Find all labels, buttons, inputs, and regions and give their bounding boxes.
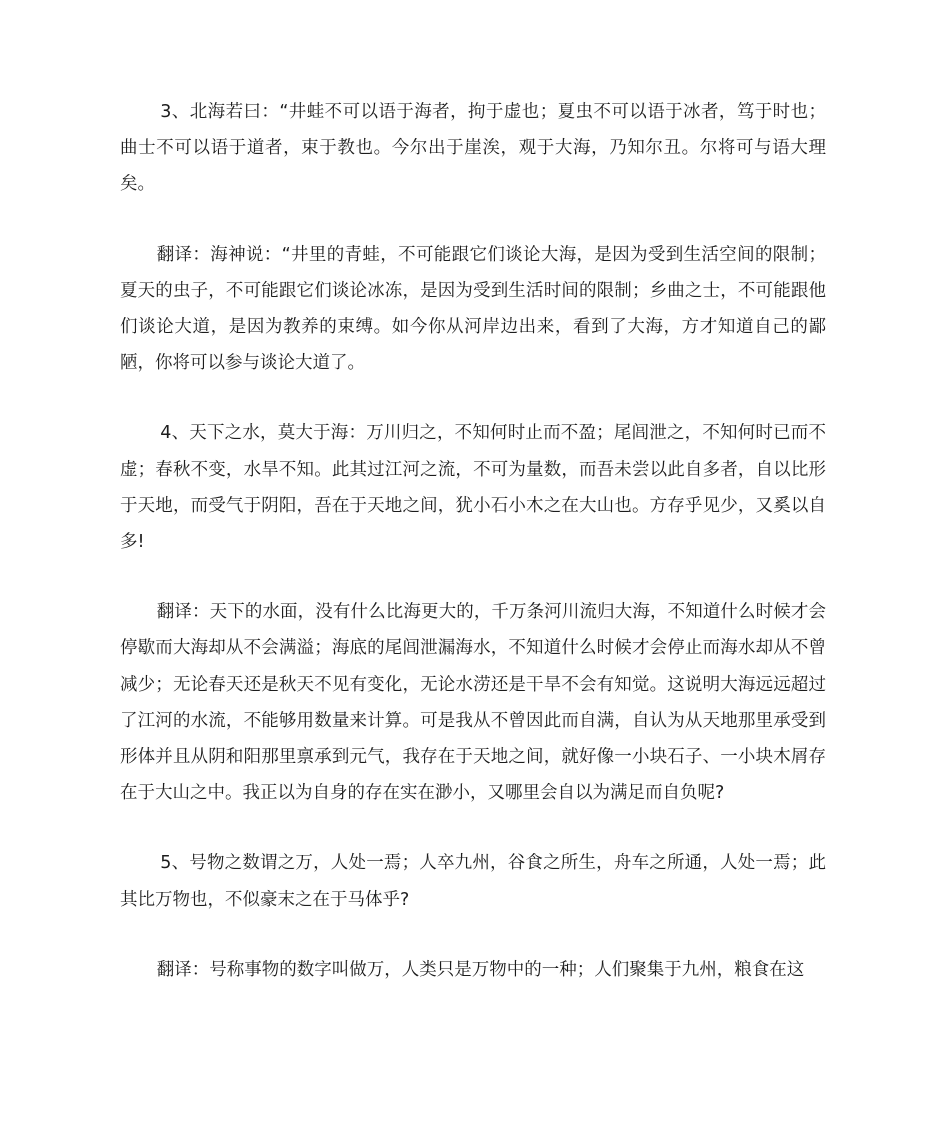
document-body	[120, 94, 826, 1022]
paragraph-translation-3: 翻译：海神说：“井里的青蛙，不可能跟它们谈论大海，是因为受到生活空间的限制；夏天的虫子，不可能跟它们谈论冰冻，是因为受到生活时间的限制；乡曲之士，不可能跟他们谈论大道，是因为教养的束缚。如今你从河岸边出来，看到了大海，方才知道自己的鄙陋，你将可以参与谈论大道了。	[120, 244, 826, 374]
paragraph-translation-5: 翻译：号称事物的数字叫做万，人类只是万物中的一种；人们聚集于九州，粮食在这	[156, 959, 805, 980]
paragraph-source-5: 5、号物之数谓之万，人处一焉；人卒九州，谷食之所生，舟车之所通，人处一焉；此其比万物也，不似豪末之在于马体乎?	[120, 853, 826, 910]
paragraph-source-3: 3、北海若曰：“井蛙不可以语于海者，拘于虚也；夏虫不可以语于冰者，笃于时也；曲士不可以语于道者，束于教也。今尔出于崖涘，观于大海，乃知尔丑。尔将可与语大理矣。	[120, 102, 826, 195]
paragraph-translation-4: 翻译：天下的水面，没有什么比海更大的，千万条河川流归大海，不知道什么时候才会停歇而大海却从不会满溢；海底的尾闾泄漏海水，不知道什么时候才会停止而海水却从不曾减少；无论春天还是秋天不见有变化，无论水涝还是干旱不会有知觉。这说明大海远远超过了江河的水流，不能够用数量来计算。可是我从不曾因此而自满，自认为从天地那里承受到形体并且从阴和阳那里禀承到元气，我存在于天地之间，就好像一小块石子、一小块木屑存在于大山之中。我正以为自身的存在实在渺小，又哪里会自以为满足而自负呢?	[120, 602, 826, 804]
paragraph-source-4: 4、天下之水，莫大于海：万川归之，不知何时止而不盈；尾闾泄之，不知何时已而不虚；春秋不变，水旱不知。此其过江河之流，不可为量数，而吾未尝以此自多者，自以比形于天地，而受气于阴阳，吾在于天地之间，犹小石小木之在大山也。方存乎见少，又奚以自多!	[120, 423, 826, 553]
